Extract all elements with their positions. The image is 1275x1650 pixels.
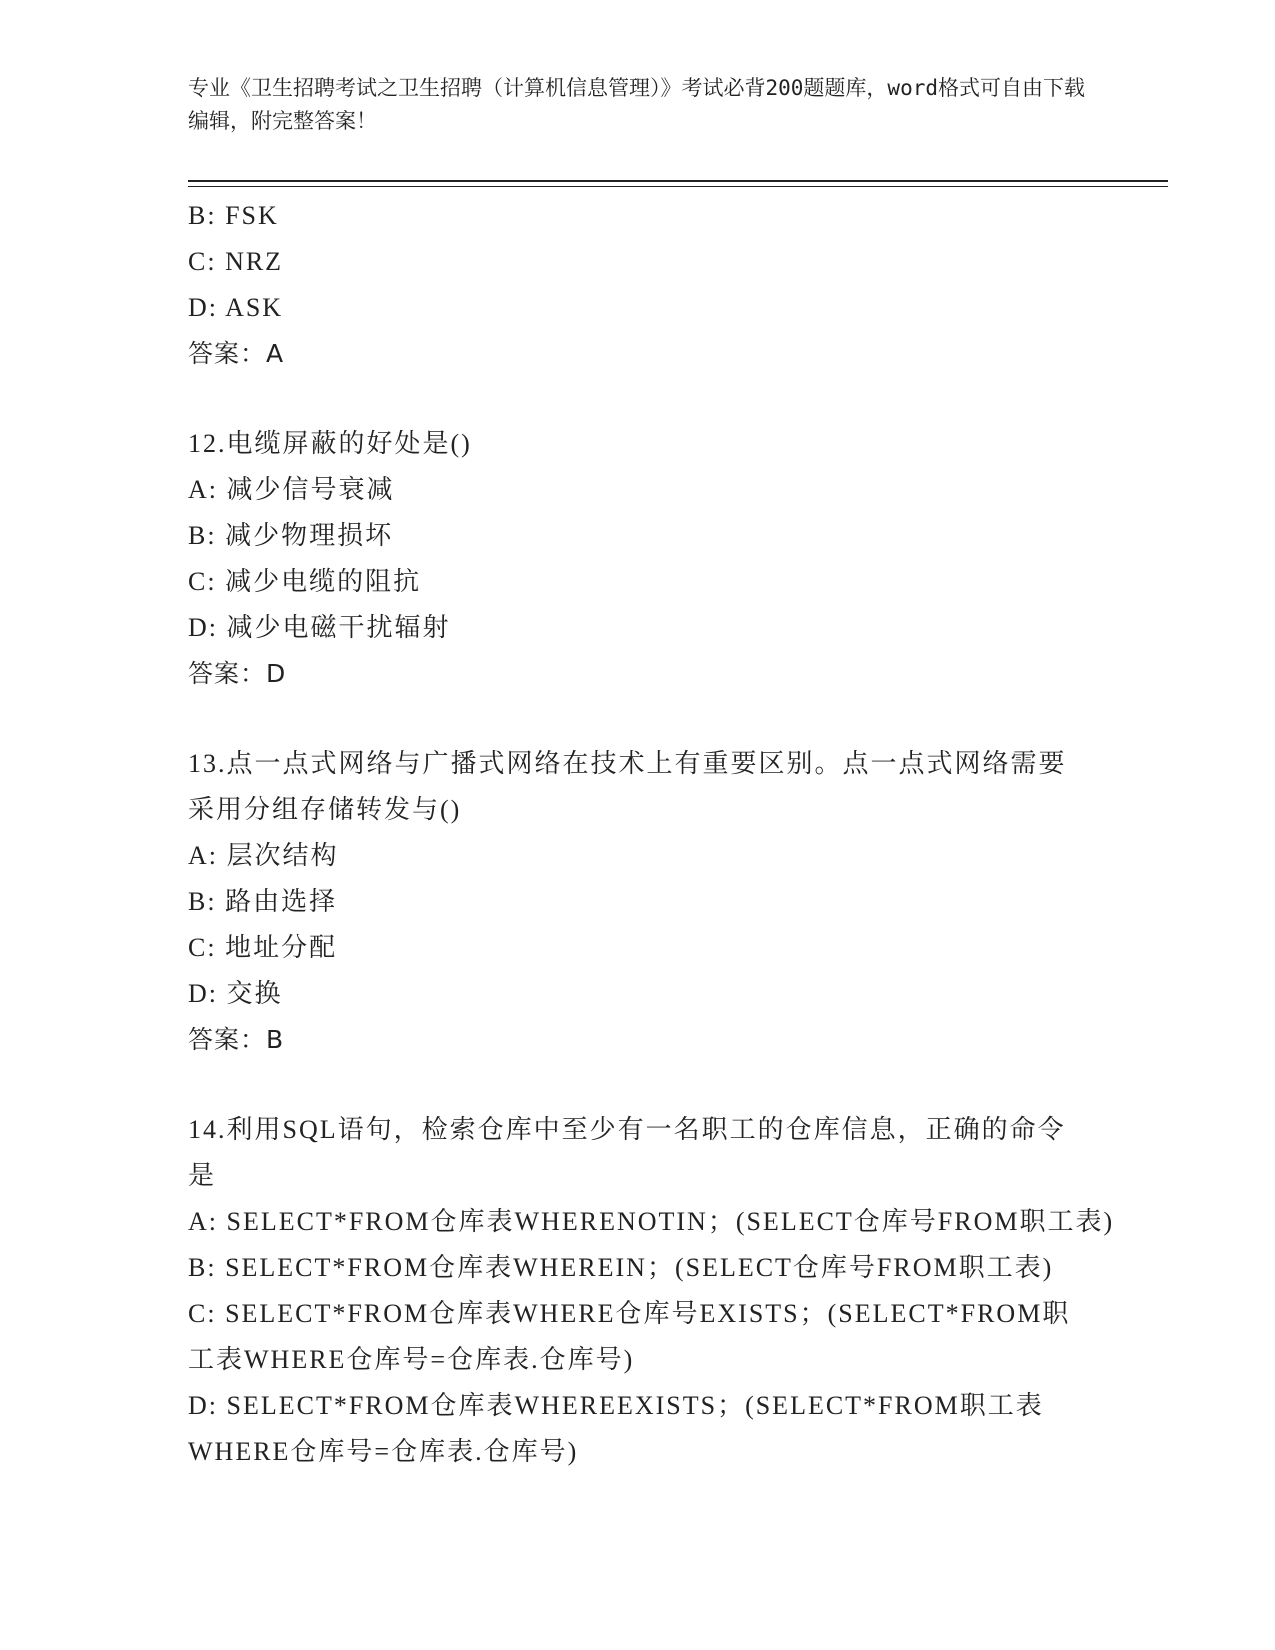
option-b: B: 减少物理损坏 [188,521,394,550]
question-14 [188,1107,1115,1475]
option-b: B: SELECT*FROM仓库表WHEREIN；(SELECT仓库号FROM职工表) [188,1253,1054,1282]
option-a: A: 减少信号衰减 [188,475,395,504]
question-text: 12.电缆屏蔽的好处是() [188,429,472,458]
prev-question [188,193,1088,377]
header-rule [188,180,1168,182]
option-d: D: 减少电磁干扰辐射 [188,613,451,642]
option-c: C: 减少电缆的阻抗 [188,567,422,596]
question-13 [188,741,1088,1063]
option-c: C: NRZ [188,247,284,276]
answer: 答案：D [188,659,287,688]
option-d: D: SELECT*FROM仓库表WHEREEXISTS；(SELECT*FROM职工表WHERE仓库号=仓库表.仓库号) [188,1391,1044,1466]
document-header: 专业《卫生招聘考试之卫生招聘（计算机信息管理）》考试必背200题题库，word格式可自由下载编辑，附完整答案！ [188,76,1085,133]
option-c: C: 地址分配 [188,933,338,962]
option-b: B: 路由选择 [188,887,338,916]
answer: 答案：B [188,1025,285,1054]
question-12 [188,421,1088,697]
option-d: D: ASK [188,293,284,322]
answer: 答案：A [188,339,285,368]
option-a: A: 层次结构 [188,841,339,870]
option-b: B: FSK [188,201,279,230]
question-text: 13.点一点式网络与广播式网络在技术上有重要区别。点一点式网络需要采用分组存储转发与() [188,749,1067,824]
option-c: C: SELECT*FROM仓库表WHERE仓库号EXISTS；(SELECT*FROM职工表WHERE仓库号=仓库表.仓库号) [188,1299,1071,1374]
question-text: 14.利用SQL语句，检索仓库中至少有一名职工的仓库信息，正确的命令是 [188,1115,1066,1190]
option-d: D: 交换 [188,979,283,1008]
question-list [188,193,1115,1475]
option-a: A: SELECT*FROM仓库表WHERENOTIN；(SELECT仓库号FROM职工表) [188,1207,1115,1236]
header-rule-thin [188,186,1168,187]
